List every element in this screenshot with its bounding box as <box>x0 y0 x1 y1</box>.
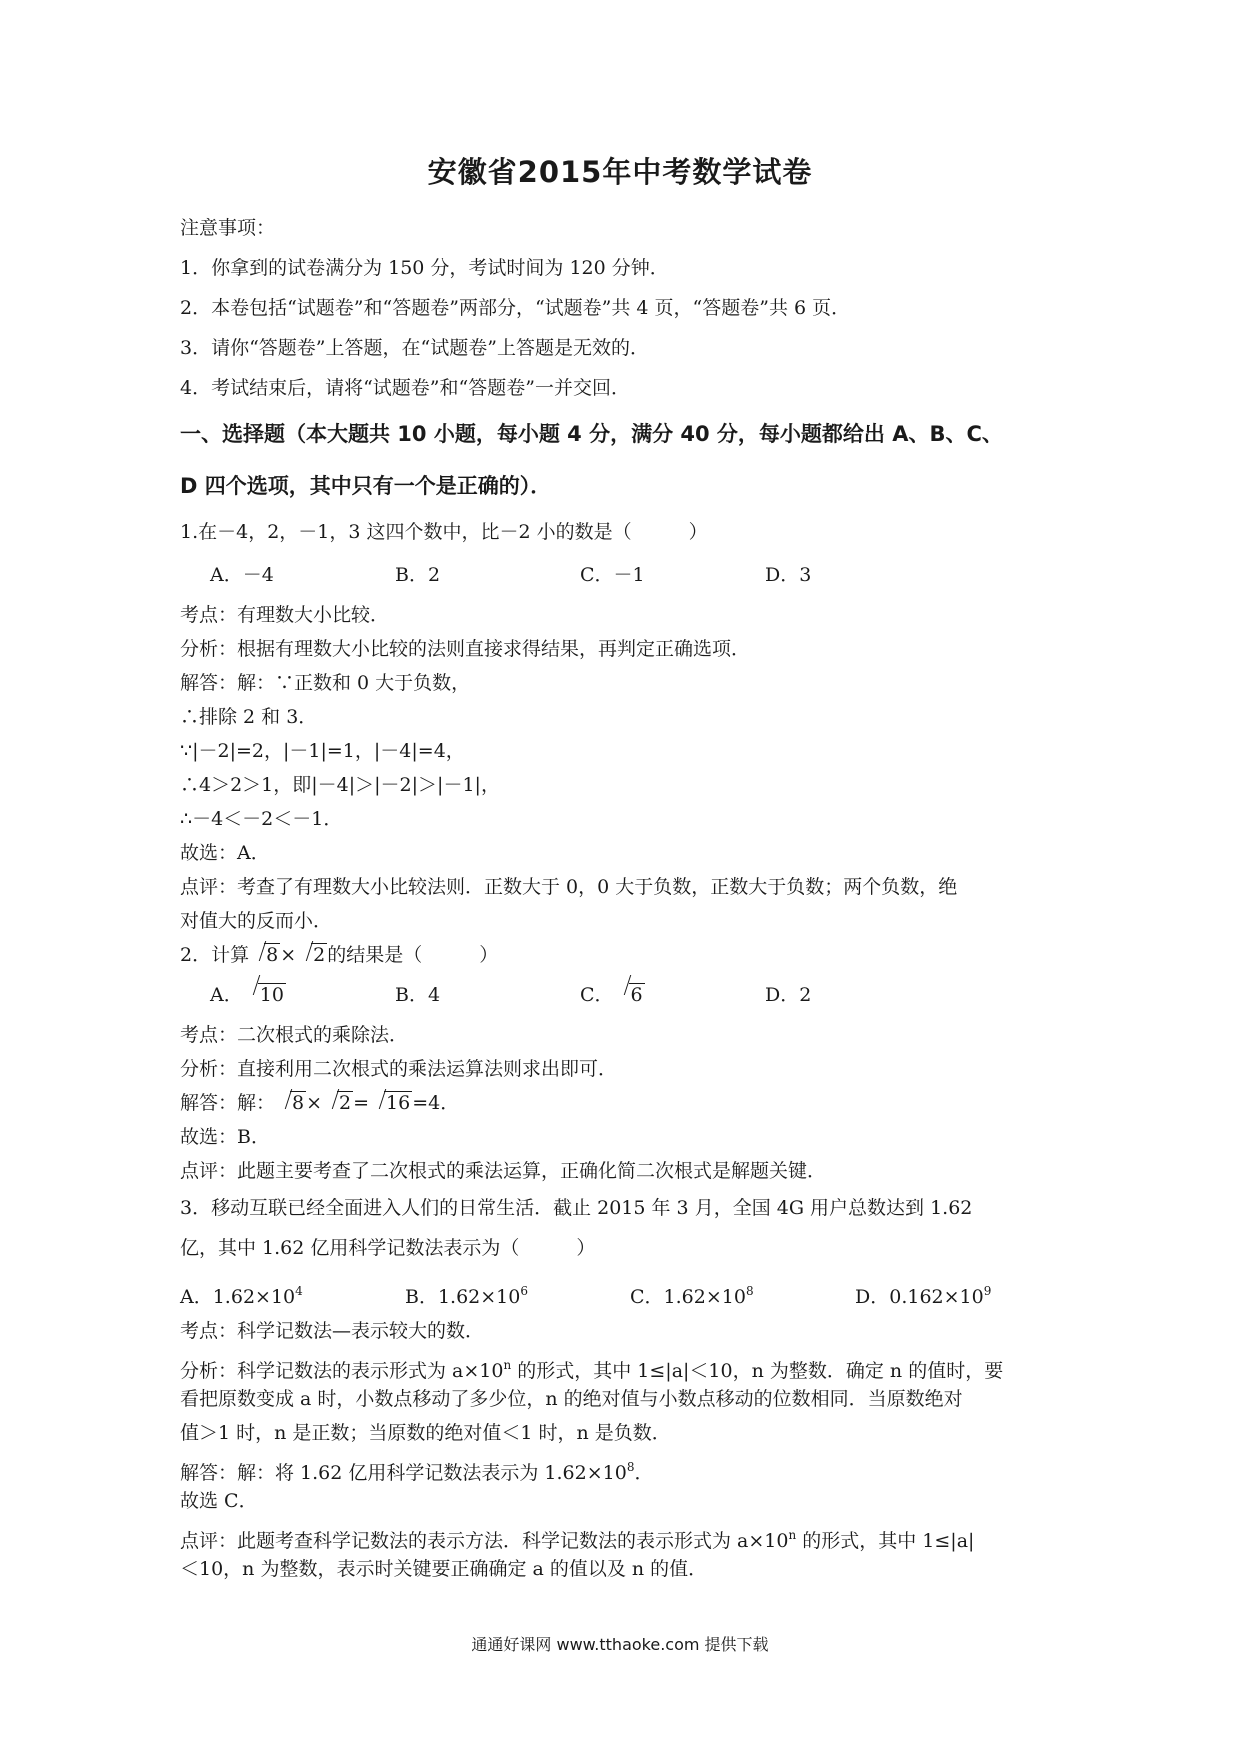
fenxi: 分析：直接利用二次根式的乘法运算法则求出即可． <box>180 1058 618 1080</box>
jieda-line: ∴－4＜－2＜－1． <box>180 808 343 830</box>
dianping-cont: ＜10，n 为整数，表示时关键要正确确定 a 的值以及 n 的值． <box>180 1558 708 1580</box>
sqrt-symbol: 10 <box>246 972 286 1018</box>
kaodian: 考点：二次根式的乘除法． <box>180 1024 409 1046</box>
fenxi: 分析：科学记数法的表示形式为 $a\times 10^n$ 的形式，其中 1≤|a|＜10，n 为整数．确定 n 的值时，要 <box>180 1358 1004 1382</box>
fenxi: 分析：根据有理数大小比较的法则直接求得结果，再判定正确选项． <box>180 638 751 660</box>
notice-item: 3．请你“答题卷”上答题，在“试题卷”上答题是无效的． <box>180 337 649 359</box>
page-title: 安徽省2015年中考数学试卷 <box>427 155 813 189</box>
sqrt-symbol: 8 <box>252 938 280 972</box>
option-d: D．3 <box>765 564 812 586</box>
sqrt-symbol: 2 <box>325 1086 353 1120</box>
option-a: A． 10 <box>210 972 395 1018</box>
answer-choice: 故选 C． <box>180 1490 258 1512</box>
option-b: B．$1.62\times 10^6$ <box>405 1284 529 1308</box>
option-c: C． 6 <box>580 972 765 1018</box>
question-1-stem: 1.在－4，2，－1，3 这四个数中，比－2 小的数是（ ） <box>180 521 708 543</box>
jieda-line: ∴4＞2＞1，即|－4|＞|－2|＞|－1|， <box>180 774 500 796</box>
option-a: A．－4 <box>210 564 274 586</box>
sqrt-symbol: 6 <box>617 972 645 1018</box>
notice-item: 4．考试结束后，请将“试题卷”和“答题卷”一并交回． <box>180 377 630 399</box>
notice-item: 1．你拿到的试卷满分为 150 分，考试时间为 120 分钟． <box>180 257 669 279</box>
sqrt-symbol: 2 <box>299 938 327 972</box>
jieda-line: ∵|－2|=2，|－1|=1，|－4|=4， <box>180 740 465 762</box>
question-2-options <box>180 972 1080 1018</box>
notice-heading: 注意事项： <box>180 217 276 239</box>
option-d: D．2 <box>765 984 812 1006</box>
jieda-line: 解答：解：∵正数和 0 大于负数， <box>180 672 471 694</box>
kaodian: 考点：有理数大小比较． <box>180 604 390 626</box>
question-3-stem-cont: 亿，其中 1.62 亿用科学记数法表示为（ ） <box>180 1237 596 1259</box>
fenxi-cont: 看把原数变成 a 时，小数点移动了多少位，n 的绝对值与小数点移动的位数相同．当原数绝对 <box>180 1388 963 1410</box>
answer-choice: 故选：A． <box>180 842 270 864</box>
notice-item: 2．本卷包括“试题卷”和“答题卷”两部分，“试题卷”共 4 页，“答题卷”共 6 页． <box>180 297 851 319</box>
fenxi-cont: 值＞1 时，n 是正数；当原数的绝对值＜1 时，n 是负数． <box>180 1422 671 1444</box>
question-3-stem: 3．移动互联已经全面进入人们的日常生活．截止 2015 年 3 月，全国 4G 用户总数达到 1.62 <box>180 1197 973 1219</box>
question-3-options <box>180 1268 1080 1314</box>
dianping-cont: 对值大的反而小． <box>180 910 333 932</box>
option-c: C．－1 <box>580 564 645 586</box>
option-b: B．4 <box>395 984 441 1006</box>
dianping: 点评：此题考查科学记数法的表示方法．科学记数法的表示形式为 $a\times 10^n$ 的形式，其中 1≤|a| <box>180 1528 975 1552</box>
jieda-line: 解答：解： 8 × 2 = 16 =4． <box>180 1086 1080 1120</box>
option-d: D．$0.162\times 10^9$ <box>855 1284 992 1308</box>
jieda-line: 解答：解：将 1.62 亿用科学记数法表示为 $1.62\times 10^8$． <box>180 1460 654 1484</box>
question-2-stem: 2．计算 8 × 2 的结果是（ ） <box>180 938 1080 972</box>
dianping: 点评：考查了有理数大小比较法则．正数大于 0，0 大于负数，正数大于负数；两个负数，绝 <box>180 876 958 898</box>
question-1-options <box>180 552 1080 598</box>
jieda-line: ∴排除 2 和 3． <box>180 706 318 728</box>
kaodian: 考点：科学记数法—表示较大的数． <box>180 1320 485 1342</box>
exam-content <box>180 208 1080 1586</box>
page-footer: 通通好课网 www.tthaoke.com 提供下载 <box>471 1635 769 1654</box>
dianping: 点评：此题主要考查了二次根式的乘法运算，正确化简二次根式是解题关键． <box>180 1160 827 1182</box>
sqrt-symbol: 8 <box>278 1086 306 1120</box>
answer-choice: 故选：B． <box>180 1126 270 1148</box>
option-a: A．$1.62\times 10^4$ <box>180 1284 303 1308</box>
section-heading-cont: D 四个选项，其中只有一个是正确的）． <box>180 474 552 498</box>
option-b: B．2 <box>395 564 441 586</box>
sqrt-symbol: 16 <box>372 1086 412 1120</box>
section-heading: 一、选择题（本大题共 10 小题，每小题 4 分，满分 40 分，每小题都给出 A、B、C、 <box>180 422 1003 446</box>
option-c: C．$1.62\times 10^8$ <box>630 1284 754 1308</box>
